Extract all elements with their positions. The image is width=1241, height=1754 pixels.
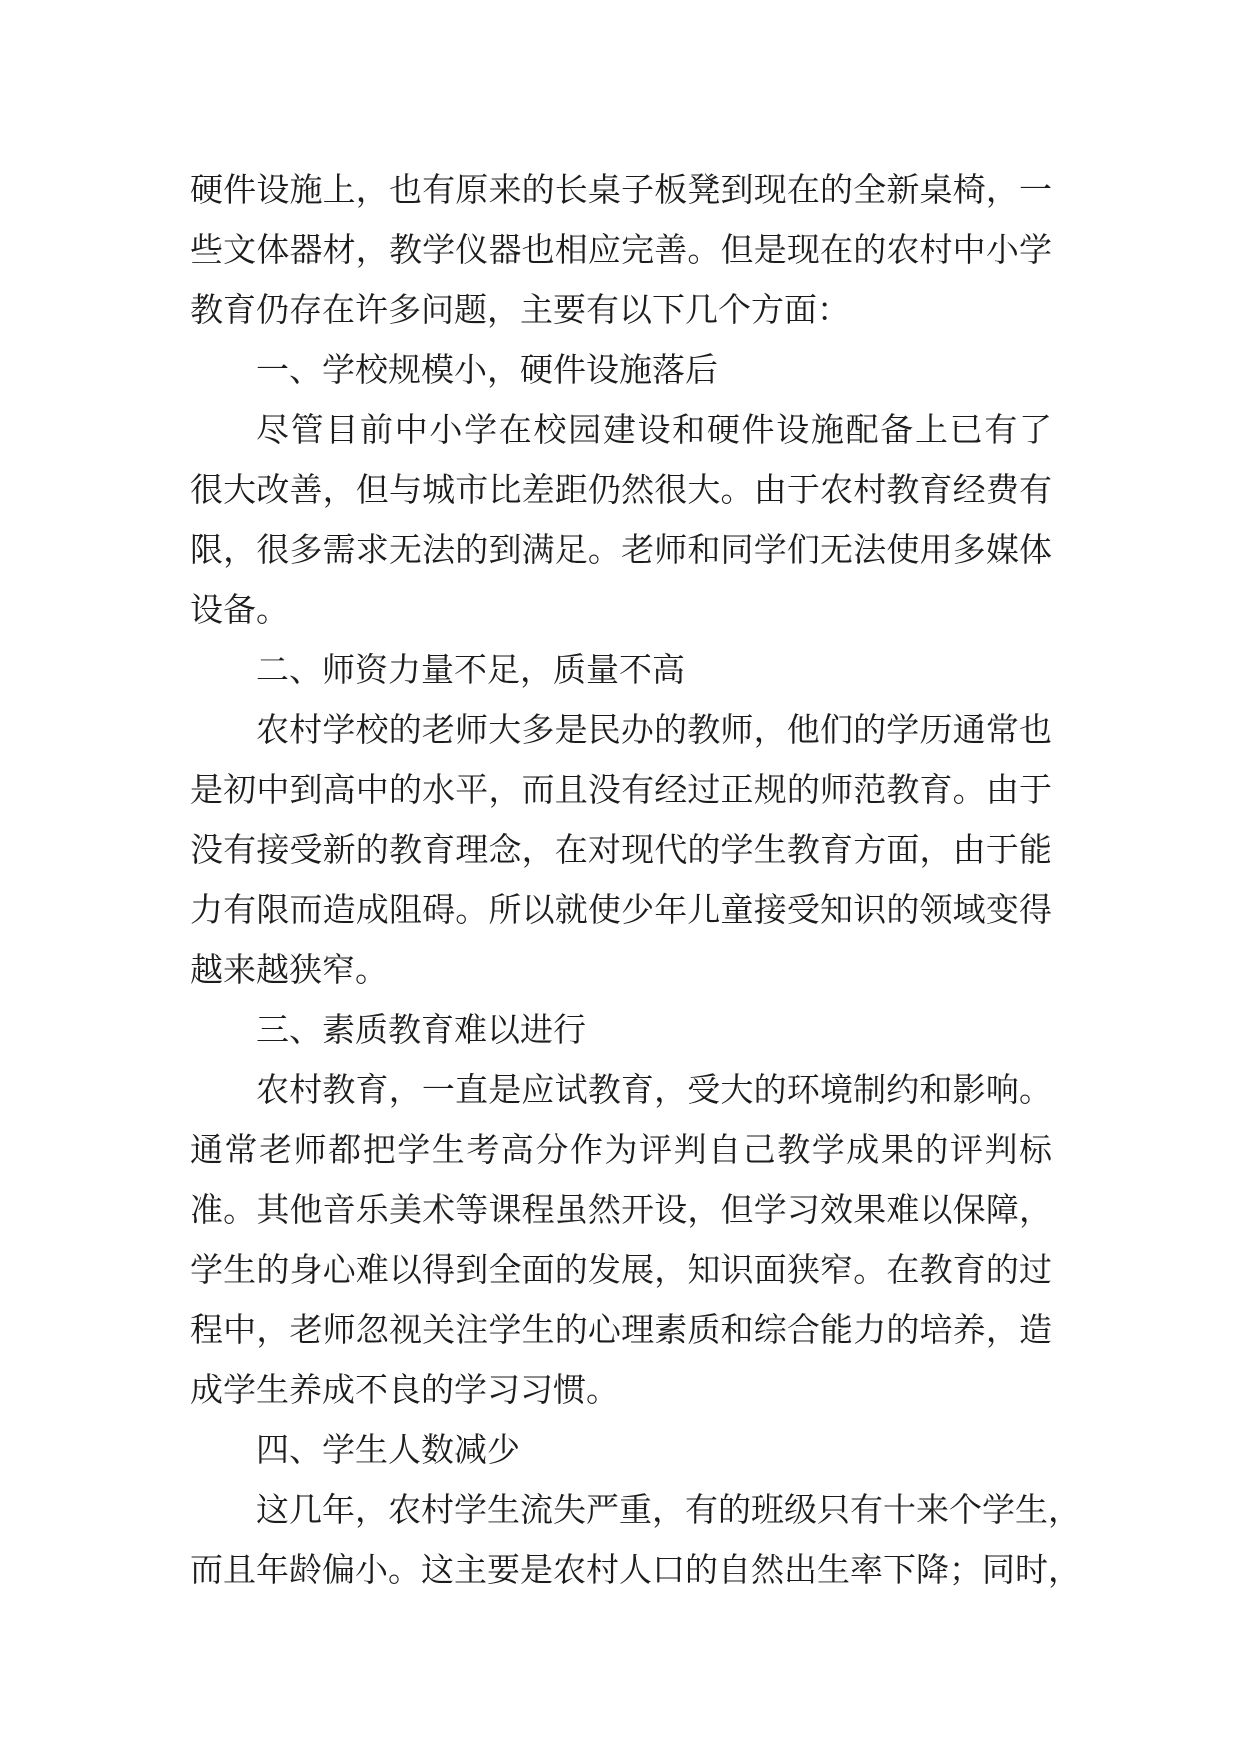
paragraph-line: 这几年，农村学生流失严重，有的班级只有十来个学生，: [256, 1490, 1081, 1529]
paragraph-line: 准。其他音乐美术等课程虽然开设，但学习效果难以保障，: [190, 1190, 1052, 1229]
paragraph-line: 没有接受新的教育理念，在对现代的学生教育方面，由于能: [190, 830, 1052, 869]
paragraph-line: 些文体器材，教学仪器也相应完善。但是现在的农村中小学: [190, 230, 1052, 269]
paragraph-line: 很大改善，但与城市比差距仍然很大。由于农村教育经费有: [190, 470, 1052, 509]
paragraph-line: 硬件设施上，也有原来的长桌子板凳到现在的全新桌椅，一: [190, 170, 1052, 209]
paragraph-line: 程中，老师忽视关注学生的心理素质和综合能力的培养，造: [190, 1310, 1052, 1349]
section-heading: 二、师资力量不足，质量不高: [256, 650, 685, 689]
paragraph-line: 农村学校的老师大多是民办的教师，他们的学历通常也: [256, 710, 1052, 749]
paragraph-line: 通常老师都把学生考高分作为评判自己教学成果的评判标: [190, 1130, 1052, 1169]
paragraph-line: 是初中到高中的水平，而且没有经过正规的师范教育。由于: [190, 770, 1052, 809]
paragraph-line: 教育仍存在许多问题，主要有以下几个方面：: [190, 290, 850, 329]
section-heading: 三、素质教育难以进行: [256, 1010, 586, 1049]
paragraph-line: 限，很多需求无法的到满足。老师和同学们无法使用多媒体: [190, 530, 1052, 569]
paragraph-line: 越来越狭窄。: [190, 950, 388, 989]
paragraph-line: 学生的身心难以得到全面的发展，知识面狭窄。在教育的过: [190, 1250, 1052, 1289]
document-body: [190, 160, 1081, 1600]
paragraph-line: 农村教育，一直是应试教育，受大的环境制约和影响。: [256, 1070, 1052, 1109]
section-heading: 四、学生人数减少: [256, 1430, 520, 1469]
paragraph-line: 尽管目前中小学在校园建设和硬件设施配备上已有了: [256, 410, 1052, 449]
section-heading: 一、学校规模小，硬件设施落后: [256, 350, 718, 389]
paragraph-line: 而且年龄偏小。这主要是农村人口的自然出生率下降；同时，: [190, 1550, 1081, 1589]
paragraph-line: 设备。: [190, 590, 289, 629]
paragraph-line: 力有限而造成阻碍。所以就使少年儿童接受知识的领域变得: [190, 890, 1052, 929]
paragraph-line: 成学生养成不良的学习习惯。: [190, 1370, 619, 1409]
